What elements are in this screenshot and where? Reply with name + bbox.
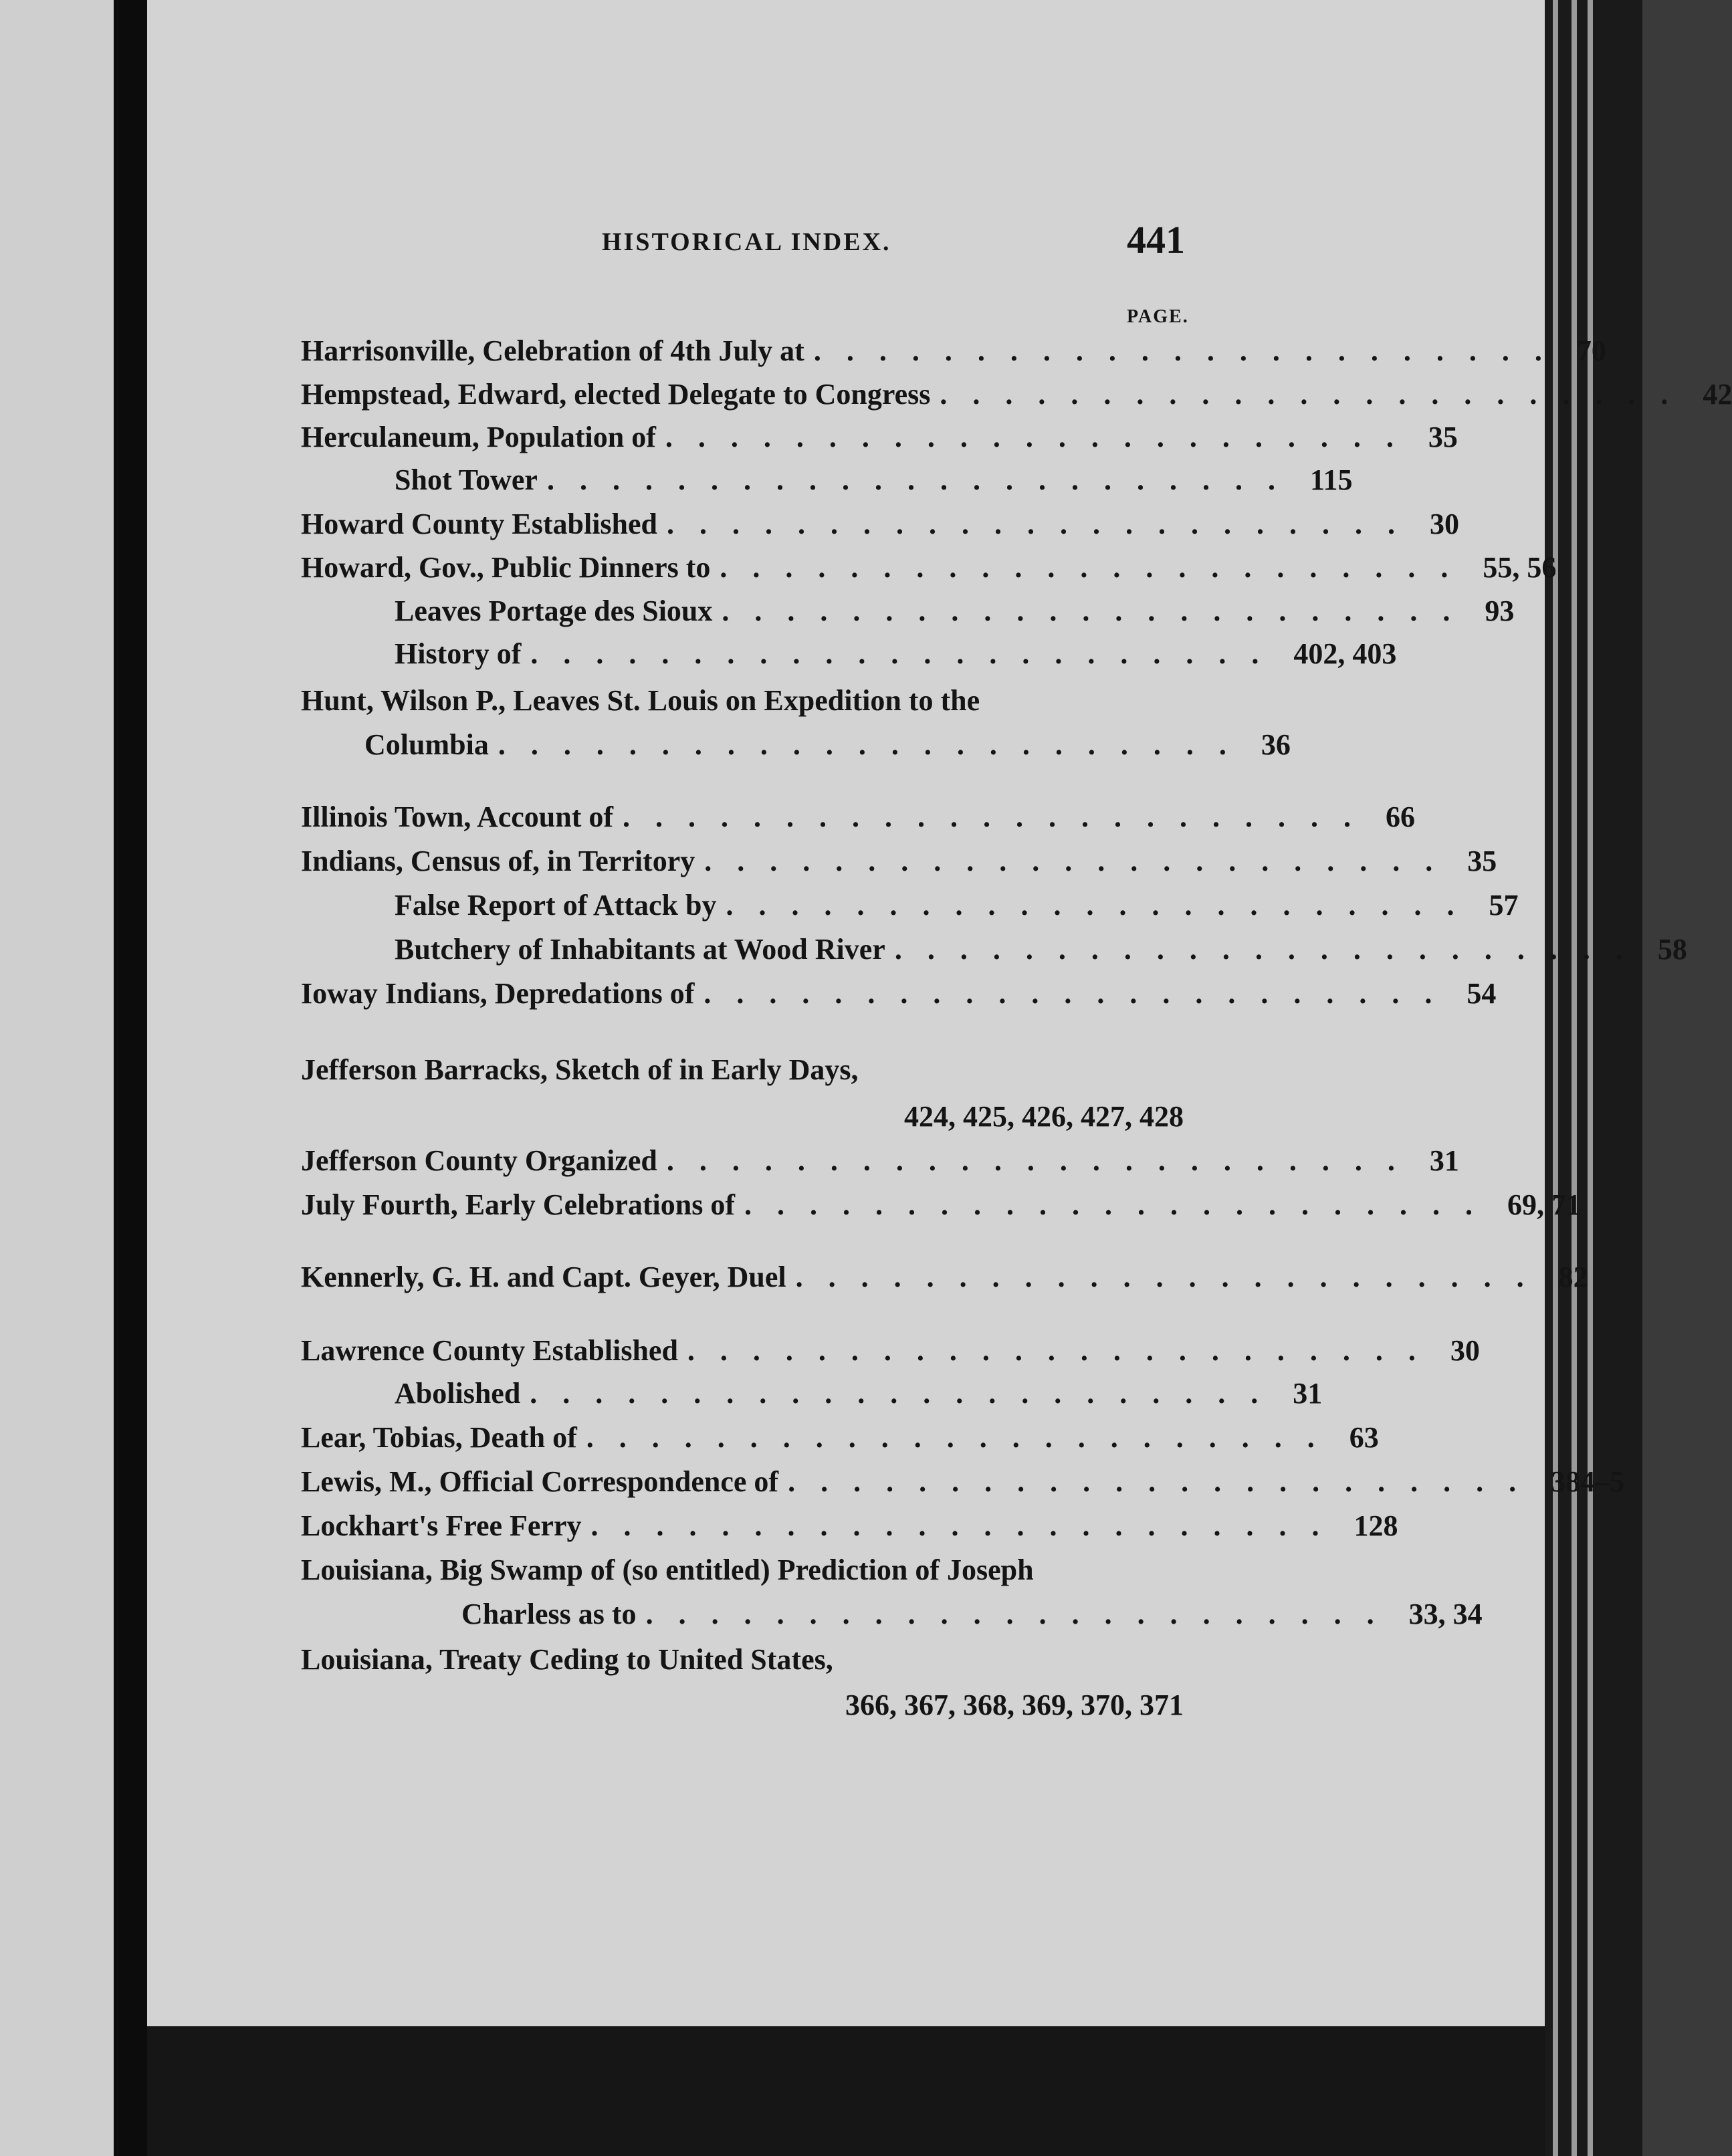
index-entry-continuation: Columbia ....................... 36 xyxy=(364,728,1291,761)
index-entry: Lawrence County Established ....................... 30 xyxy=(301,1334,1480,1367)
index-subentry: Leaves Portage des Sioux ....................... 93 xyxy=(395,595,1515,627)
page-column-label: PAGE. xyxy=(1127,306,1189,327)
index-entry: Harrisonville, Celebration of 4th July at ....................... 70 xyxy=(301,334,1606,367)
running-head: HISTORICAL INDEX. xyxy=(602,228,891,256)
book-gutter xyxy=(114,0,147,2156)
index-page-list: 424, 425, 426, 427, 428 xyxy=(904,1100,1184,1133)
index-entry: Kennerly, G. H. and Capt. Geyer, Duel ....................... 82 xyxy=(301,1261,1588,1293)
index-subentry: Butchery of Inhabitants at Wood River ....................... 58 xyxy=(395,933,1687,966)
index-subentry: History of ....................... 402, 403 xyxy=(395,637,1397,670)
index-entry: Hunt, Wilson P., Leaves St. Louis on Expedition to the xyxy=(301,684,980,717)
index-entry: Indians, Census of, in Territory ....................... 35 xyxy=(301,845,1497,877)
index-entry: Jefferson Barracks, Sketch of in Early Days, xyxy=(301,1053,859,1086)
index-entry: Louisiana, Big Swamp of (so entitled) Prediction of Joseph xyxy=(301,1553,1034,1586)
index-entry: Lewis, M., Official Correspondence of ....................... 384–5 xyxy=(301,1465,1625,1498)
page-number: 441 xyxy=(1127,218,1185,261)
index-entry: Illinois Town, Account of ....................... 66 xyxy=(301,800,1416,833)
index-entry: Howard, Gov., Public Dinners to ....................... 55, 56 xyxy=(301,551,1557,584)
index-entry: Louisiana, Treaty Ceding to United States, xyxy=(301,1643,833,1676)
index-entry: July Fourth, Early Celebrations of ....................... 69, 71 xyxy=(301,1188,1581,1221)
index-page-list: 366, 367, 368, 369, 370, 371 xyxy=(845,1689,1184,1721)
index-entry: Jefferson County Organized ....................... 31 xyxy=(301,1144,1459,1177)
index-entry: Ioway Indians, Depredations of ....................... 54 xyxy=(301,977,1497,1010)
index-subentry: Abolished ....................... 31 xyxy=(395,1377,1323,1410)
page-stack-edge xyxy=(1545,0,1642,2156)
index-entry-continuation: Charless as to ....................... 33, 34 xyxy=(461,1598,1483,1630)
page-bottom-shadow xyxy=(147,2026,1545,2156)
index-subentry: False Report of Attack by ....................... 57 xyxy=(395,889,1519,922)
index-entry: Lockhart's Free Ferry ....................... 128 xyxy=(301,1509,1398,1542)
index-entry: Herculaneum, Population of ....................... 35 xyxy=(301,421,1458,453)
index-entry: Lear, Tobias, Death of ....................... 63 xyxy=(301,1421,1379,1454)
facing-page-edge xyxy=(0,0,114,2156)
index-subentry: Shot Tower ....................... 115 xyxy=(395,463,1353,496)
index-entry: Hempstead, Edward, elected Delegate to Congress ....................... 42 xyxy=(301,378,1732,411)
index-entry: Howard County Established ....................... 30 xyxy=(301,508,1460,540)
